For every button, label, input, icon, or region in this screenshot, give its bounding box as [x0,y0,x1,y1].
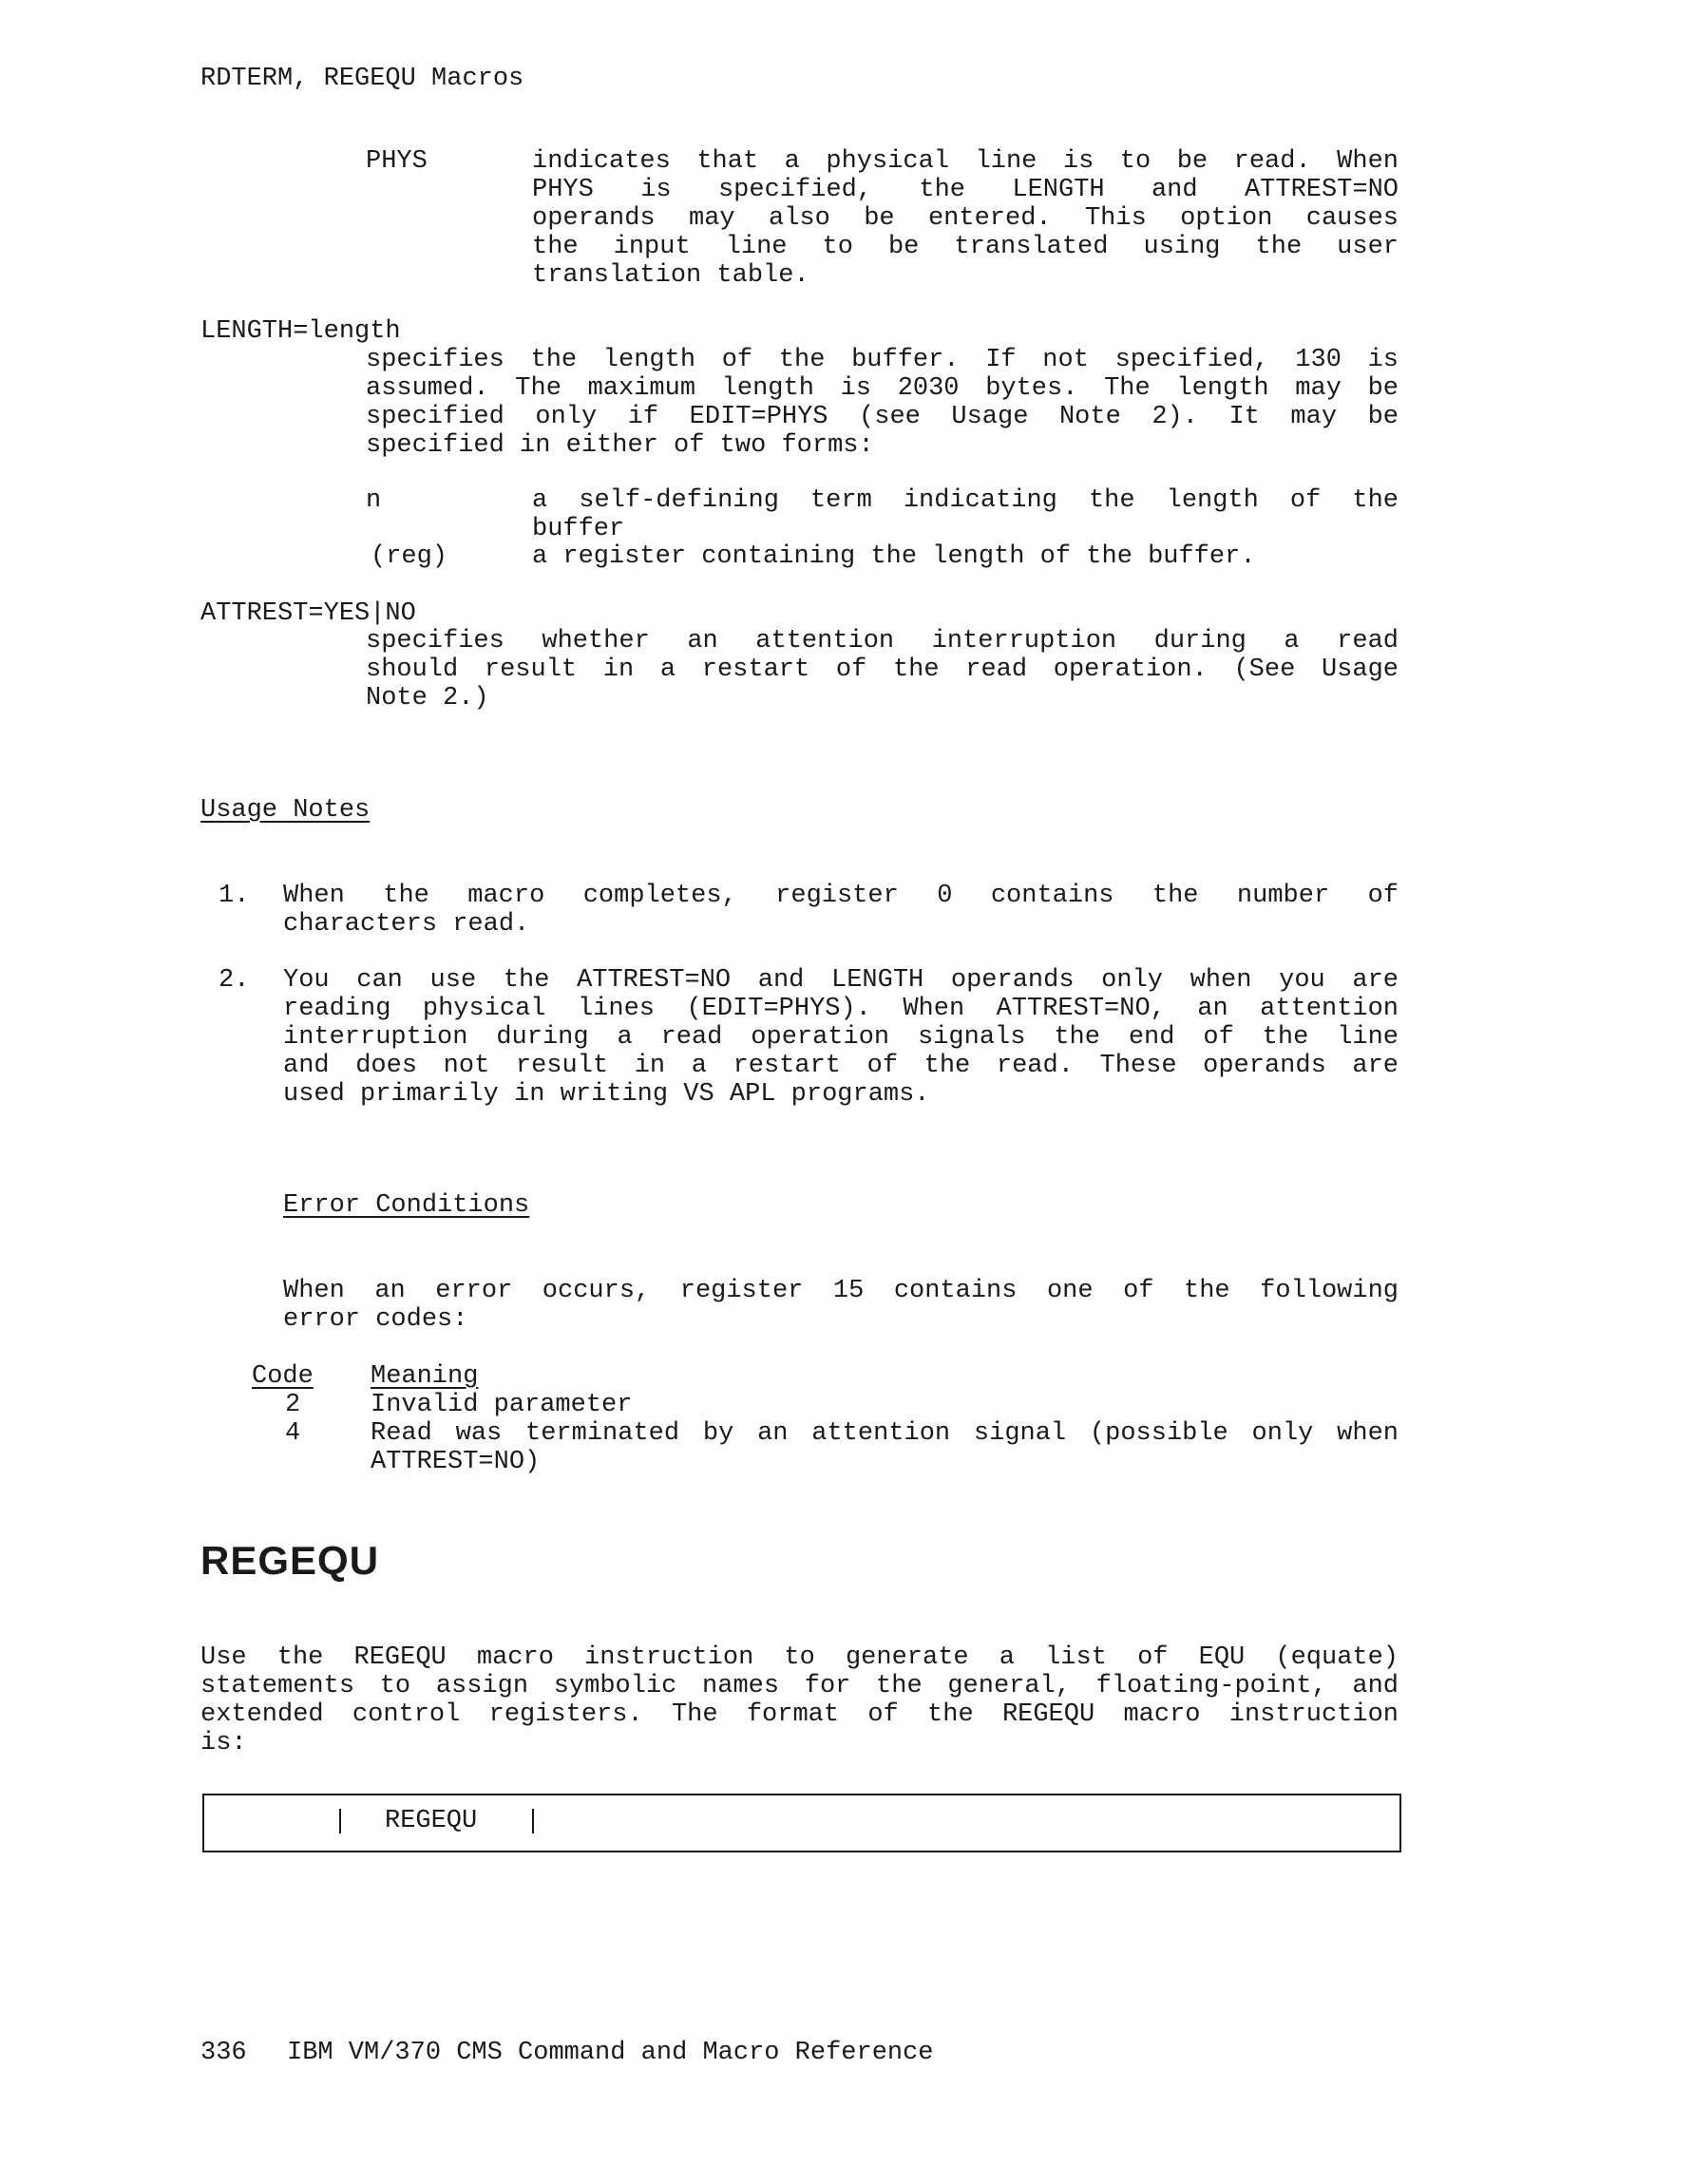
length-form-n-description [532,486,1399,543]
usage-note-1 [283,882,1399,939]
text-line: should result in a restart of the read operation. (See Usage [366,655,1399,684]
usage-note-2-number: 2. [219,966,250,995]
text-line: indicates that a physical line is to be read. When [532,147,1399,176]
footer-page-number: 336 [200,2039,247,2067]
text-line: extended control registers. The format of the REGEQU macro instruction [200,1700,1399,1729]
error-meaning-column-header: Meaning [371,1362,479,1391]
syntax-column-divider [339,1809,341,1833]
text-line: is: [200,1729,247,1757]
operand-attrest-name: ATTREST=YES|NO [200,599,416,628]
footer-book-title: IBM VM/370 CMS Command and Macro Reference [287,2039,934,2067]
text-line: When the macro completes, register 0 contains the number of [283,882,1399,910]
error-code-4: 4 [285,1419,301,1448]
text-line: specifies whether an attention interruption during a read [366,627,1399,655]
usage-notes-title: Usage Notes [200,796,371,825]
regequ-syntax-operation: REGEQU [385,1807,478,1835]
text-line: specifies the length of the buffer. If not specified, 130 is [366,346,1399,374]
text-line: used primarily in writing VS APL programs. [283,1080,930,1109]
text-line: statements to assign symbolic names for the general, floating-point, and [200,1672,1399,1700]
operand-length-name: LENGTH=length [200,317,401,346]
length-form-n-term: n [366,486,382,515]
text-line: When an error occurs, register 15 contains one of the following [283,1277,1399,1305]
error-code-2: 2 [285,1391,301,1419]
text-line: translation table. [532,261,809,290]
error-meaning-2: Invalid parameter [371,1391,633,1419]
text-line: Note 2.) [366,684,489,712]
text-line: assumed. The maximum length is 2030 bytes. The length may be [366,374,1399,403]
regequ-intro [200,1643,1399,1757]
text-line: and does not result in a restart of the read. These operands are [283,1052,1399,1080]
error-meaning-4 [371,1419,1399,1476]
error-code-column-header: Code [252,1362,314,1391]
syntax-column-divider [532,1809,534,1833]
text-line: PHYS is specified, the LENGTH and ATTREST=NO [532,176,1399,204]
text-line: reading physical lines (EDIT=PHYS). When ATTREST=NO, an attention [283,995,1399,1023]
operand-phys-description [532,147,1399,290]
text-line: the input line to be translated using the user [532,233,1399,261]
text-line: interruption during a read operation signals the end of the line [283,1023,1399,1052]
operand-phys-name: PHYS [366,147,428,176]
length-form-reg-description: a register containing the length of the buffer. [532,542,1256,571]
regequ-syntax-box [202,1794,1401,1852]
text-line: specified only if EDIT=PHYS (see Usage Note 2). It may be [366,403,1399,431]
operand-length-description [366,346,1399,460]
text-line: operands may also be entered. This option causes [532,204,1399,233]
error-conditions-intro [283,1277,1399,1334]
text-line: error codes: [283,1305,468,1334]
usage-note-1-number: 1. [219,882,250,910]
text-line: buffer [532,515,625,543]
text-line: a self-defining term indicating the length of the [532,486,1399,515]
error-conditions-title: Error Conditions [283,1191,530,1220]
text-line: ATTREST=NO) [371,1448,541,1476]
text-line: characters read. [283,910,530,939]
text-line: specified in either of two forms: [366,431,874,460]
usage-note-2 [283,966,1399,1109]
text-line: You can use the ATTREST=NO and LENGTH operands only when you are [283,966,1399,995]
regequ-heading: REGEQU [200,1538,380,1583]
text-line: Read was terminated by an attention signal (possible only when [371,1419,1399,1448]
running-header: RDTERM, REGEQU Macros [200,65,524,93]
operand-attrest-description [366,627,1399,712]
length-form-reg-term: (reg) [371,542,448,571]
text-line: Use the REGEQU macro instruction to generate a list of EQU (equate) [200,1643,1399,1672]
